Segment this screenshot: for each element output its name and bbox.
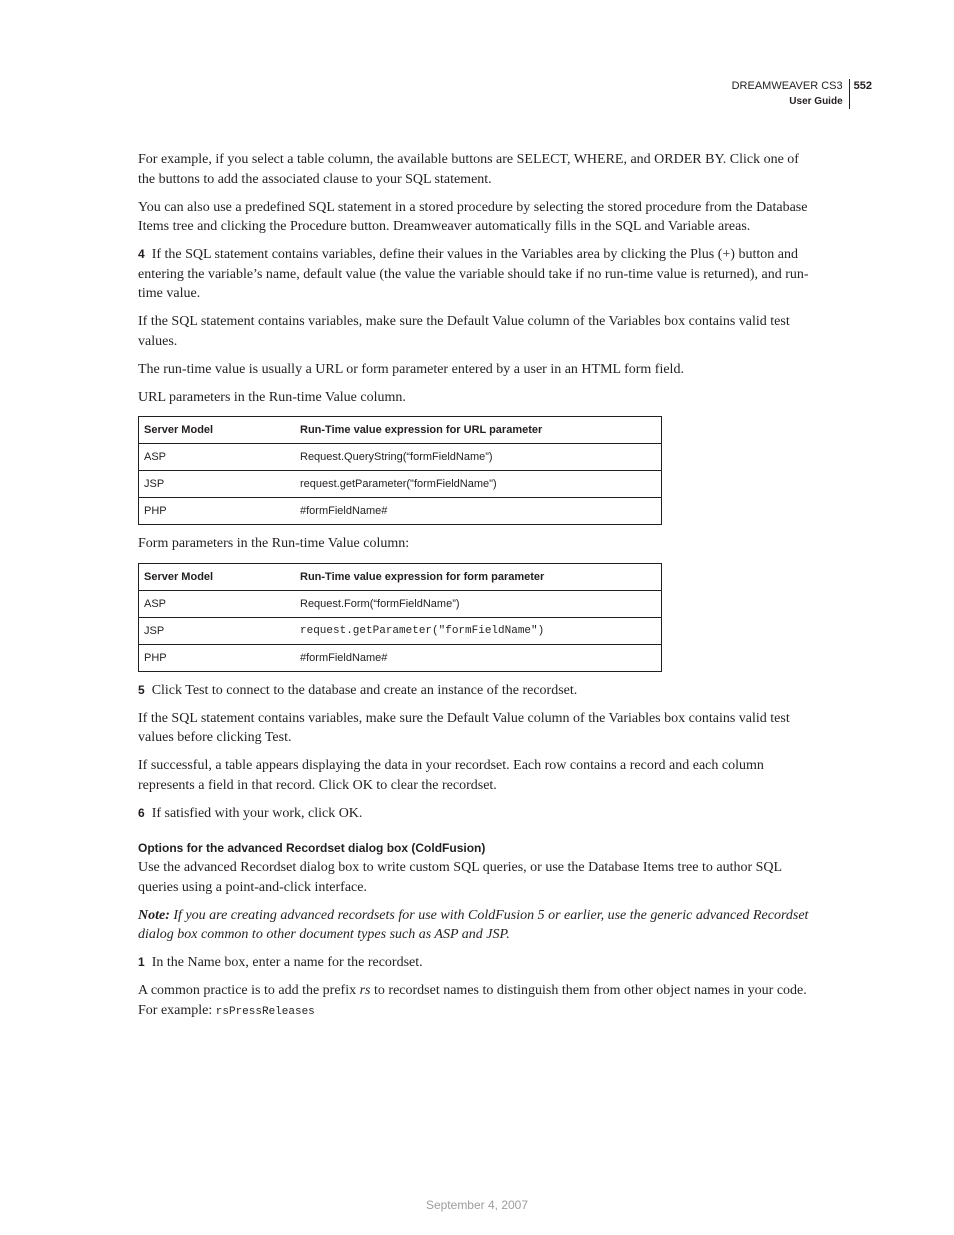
header-brand: [732, 79, 850, 109]
step-text: If the SQL statement contains variables, define their values in the Variables area by clicking the Plus (+) button and entering the variable’s name, default value (the value the variable should take if no run-time value is returned), and run-time value.: [138, 247, 809, 301]
guide-name: User Guide: [789, 96, 843, 107]
table-row: [139, 471, 662, 498]
form-parameter-table-wrapper: [138, 563, 818, 672]
paragraph: For example, if you select a table column, the available buttons are SELECT, WHERE, and ORDER BY. Click one of the buttons to add the associated clause to your SQL statement.: [138, 152, 799, 187]
step-number: 6: [138, 805, 145, 820]
table-row: [139, 444, 662, 471]
step-number: 5: [138, 682, 145, 697]
product-name: DREAMWEAVER CS3: [731, 80, 843, 92]
step-number: 1: [138, 955, 145, 969]
paragraph: If the SQL statement contains variables, make sure the Default Value column of the Variables box contains valid test values before clicking Test.: [138, 710, 790, 745]
table-cell: PHP: [139, 644, 296, 671]
paragraph: The run-time value is usually a URL or form parameter entered by a user in an HTML form field.: [138, 361, 684, 377]
table-row: [139, 498, 662, 525]
paragraph: If the SQL statement contains variables, make sure the Default Value column of the Variables box contains valid test values.: [138, 314, 790, 349]
step-text: Click Test to connect to the database and create an instance of the recordset.: [151, 682, 578, 698]
note-label: Note:: [138, 907, 170, 923]
page-content: [138, 150, 818, 1022]
table-row: [139, 590, 662, 617]
table-cell: request.getParameter("formFieldName"): [295, 617, 662, 644]
form-parameter-table: [138, 563, 662, 672]
url-parameter-table-wrapper: [138, 416, 818, 525]
table-cell: Request.QueryString(“formFieldName”): [295, 444, 662, 471]
page-footer-date: September 4, 2007: [425, 1198, 529, 1212]
step-6: [138, 804, 818, 824]
prefix-rs: rs: [359, 983, 371, 998]
table-cell: #formFieldName#: [295, 644, 662, 671]
paragraph: Form parameters in the Run-time Value column:: [138, 536, 410, 551]
table-cell: ASP: [139, 590, 296, 617]
code-example: rsPressReleases: [215, 1005, 315, 1018]
table-cell: ASP: [139, 444, 296, 471]
column-header: Server Model: [139, 417, 296, 444]
paragraph: [138, 981, 818, 1022]
column-header: Run-Time value expression for form parameter: [295, 563, 662, 590]
column-header: Run-Time value expression for URL parameter: [295, 417, 662, 444]
table-cell: JSP: [139, 471, 296, 498]
note-text: If you are creating advanced recordsets for use with ColdFusion 5 or earlier, use the generic advanced Recordset dialog box common to other document types such as ASP and JSP.: [138, 907, 809, 942]
paragraph: URL parameters in the Run-time Value column.: [138, 389, 406, 405]
step-1: [138, 953, 818, 973]
page-number: 552: [853, 80, 872, 92]
table-row: [139, 617, 662, 644]
note: [138, 906, 818, 945]
step-number: 4: [138, 247, 145, 261]
table-header-row: [139, 417, 662, 444]
step-text: If satisfied with your work, click OK.: [151, 805, 363, 821]
table-cell: request.getParameter("formFieldName"): [295, 471, 662, 498]
paragraph: If successful, a table appears displaying the data in your recordset. Each row contains a record and each column represents a field in that record. Click OK to clear the recordset.: [138, 758, 764, 793]
page-header: [732, 79, 872, 109]
url-parameter-table: [138, 416, 662, 525]
step-5: [138, 681, 818, 701]
table-cell: Request.Form(“formFieldName”): [295, 590, 662, 617]
paragraph: You can also use a predefined SQL statement in a stored procedure by selecting the stored procedure from the Database Items tree and clicking the Procedure button. Dreamweaver automatically fills in the SQL and Variable areas.: [138, 199, 808, 234]
table-cell: PHP: [139, 498, 296, 525]
step-4: [138, 245, 818, 304]
text-span: A common practice is to add the prefix: [138, 983, 360, 998]
table-cell: JSP: [139, 617, 296, 644]
column-header: Server Model: [139, 563, 296, 590]
section-heading: Options for the advanced Recordset dialog box (ColdFusion): [138, 841, 486, 855]
table-row: [139, 644, 662, 671]
step-text: In the Name box, enter a name for the recordset.: [151, 955, 423, 970]
text-span: to recordset names to distinguish them from other object names in your code. For example:: [138, 983, 807, 1018]
paragraph: Use the advanced Recordset dialog box to write custom SQL queries, or use the Database Items tree to author SQL queries using a point-and-click interface.: [138, 860, 782, 895]
table-header-row: [139, 563, 662, 590]
table-cell: #formFieldName#: [295, 498, 662, 525]
